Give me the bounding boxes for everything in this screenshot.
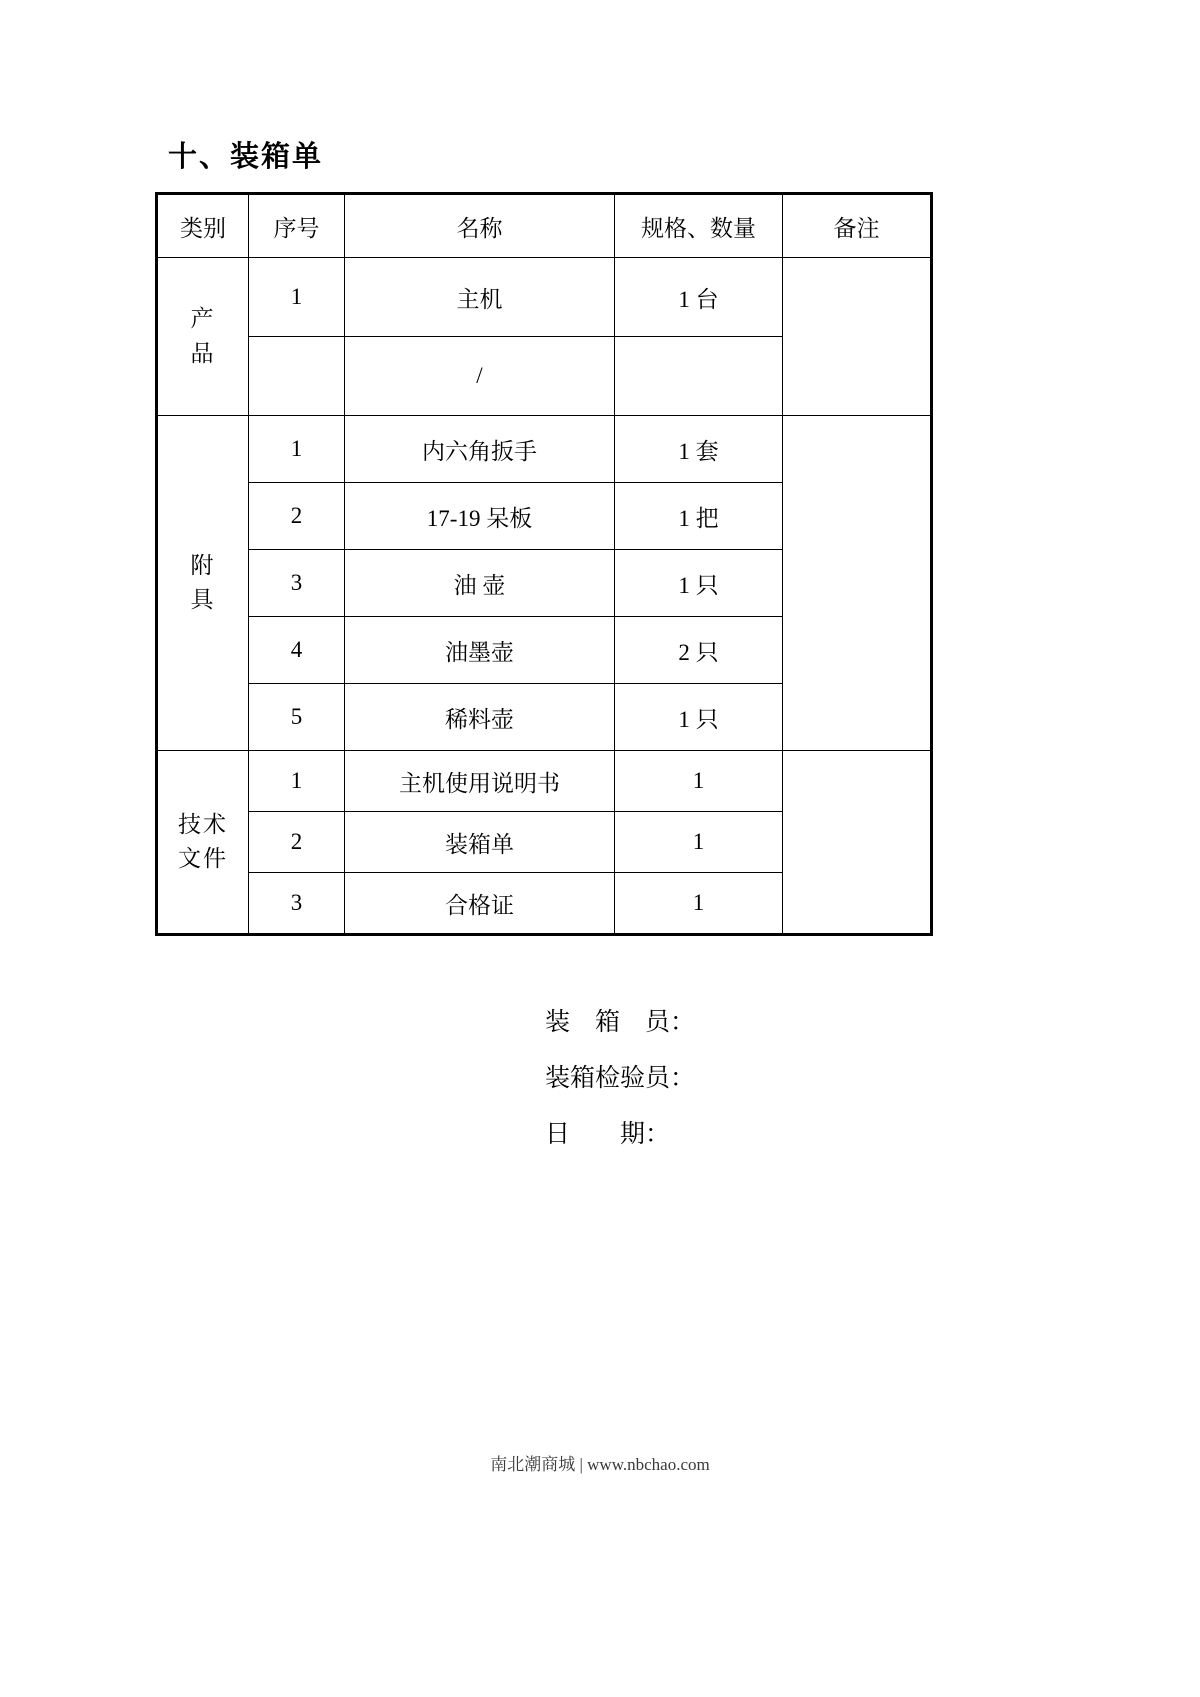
header-index: 序号 [249, 194, 345, 258]
cell-index: 3 [249, 873, 345, 935]
cell-index: 1 [249, 258, 345, 337]
cell-index: 3 [249, 550, 345, 617]
cell-spec [615, 337, 783, 416]
cell-spec: 1 [615, 873, 783, 935]
cell-name: 主机使用说明书 [345, 751, 615, 812]
signature-packer: 装 箱 员： [545, 1009, 696, 1036]
cell-index: 1 [249, 416, 345, 483]
table-row [157, 258, 932, 337]
category-cell-documents: 技术 文件 [157, 751, 249, 935]
packing-list-table-wrapper [155, 192, 930, 936]
cell-index: 2 [249, 812, 345, 873]
cell-note [783, 751, 932, 935]
cell-spec: 1 套 [615, 416, 783, 483]
cell-name: 主机 [345, 258, 615, 337]
cell-name: 17-19 呆板 [345, 483, 615, 550]
cell-spec: 1 只 [615, 684, 783, 751]
cell-index [249, 337, 345, 416]
header-note: 备注 [783, 194, 932, 258]
cell-note [783, 258, 932, 416]
cell-index: 1 [249, 751, 345, 812]
cell-name: 合格证 [345, 873, 615, 935]
table-row [157, 751, 932, 812]
signature-block [545, 995, 695, 1163]
packing-list-table [155, 192, 933, 936]
cell-name: 油 壶 [345, 550, 615, 617]
cell-spec: 1 [615, 751, 783, 812]
cell-name: 油墨壶 [345, 617, 615, 684]
cell-index: 4 [249, 617, 345, 684]
cell-spec: 1 把 [615, 483, 783, 550]
cell-index: 2 [249, 483, 345, 550]
cell-spec: 2 只 [615, 617, 783, 684]
page-title: 十、装箱单 [168, 141, 324, 173]
header-name: 名称 [345, 194, 615, 258]
table-header-row [157, 194, 932, 258]
header-category: 类别 [157, 194, 249, 258]
header-spec: 规格、数量 [615, 194, 783, 258]
category-cell-accessories: 附 具 [157, 416, 249, 751]
table-row [157, 416, 932, 483]
cell-name: 稀料壶 [345, 684, 615, 751]
cell-spec: 1 只 [615, 550, 783, 617]
cell-index: 5 [249, 684, 345, 751]
cell-note [783, 416, 932, 751]
page-footer: 南北潮商城 | www.nbchao.com [490, 1455, 710, 1474]
cell-name: / [345, 337, 615, 416]
signature-date: 日 期： [545, 1121, 671, 1148]
cell-spec: 1 台 [615, 258, 783, 337]
cell-name: 装箱单 [345, 812, 615, 873]
cell-name: 内六角扳手 [345, 416, 615, 483]
cell-spec: 1 [615, 812, 783, 873]
category-cell-product: 产 品 [157, 258, 249, 416]
signature-inspector: 装箱检验员： [545, 1065, 696, 1092]
